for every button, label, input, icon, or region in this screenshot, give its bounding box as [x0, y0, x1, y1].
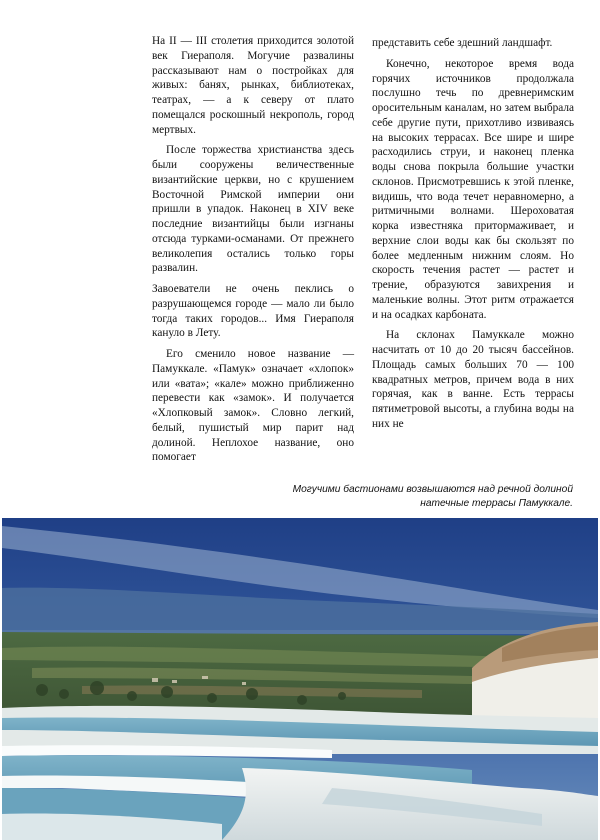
paragraph: На II — III столетия приходится золотой век Гиераполя. Могучие развалины рассказывают нам о постройках для живых: банях, рынках, библиотеках, театрах, — а к северу от плато помещался роскошный некрополь, город мертвых.	[152, 35, 354, 136]
paragraph: После торжества христианства здесь были сооружены величественные византийские церкви, но с крушением Восточной Римской империи они пришли в упадок. Наконец в XIV веке последние византийцы были изгнаны отсюда турками-османами. От прежнего великолепия остались только горы развалин.	[152, 144, 354, 275]
text-column-right	[372, 36, 574, 438]
paragraph: Конечно, некоторое время вода горячих источников продолжала послушно течь по древнеримским оросительным каналам, но затем выбрала себе другие пути, прихотливо извиваясь на высоких террасах. Все шире и шире расходились струи, и наконец пленка воды снова покрыла большие участки склонов. Присмотревшись к этой пленке, видишь, что вода течет неравномерно, а ритмичными волнами. Шероховатая корка известняка притормаживает, и верхние слои воды как бы скользят по более медленным нижним слоям. Но скорость течения растет — растет и трение, образуются завихрения и маленькие волны. Этот ритм отражается и на осадках карбоната.	[372, 57, 574, 321]
text-column-left	[152, 34, 354, 471]
photo-illustration	[2, 518, 598, 840]
caption-line: натечные террасы Памуккале.	[420, 497, 573, 509]
paragraph: Его сменило новое название — Памуккале. «Памук» означает «хлопок» или «вата»; «кале» можно приближенно перевести как «замок». И получается «Хлопковый замок». Словно легкий, белый, пушистый мир парит над долиной. Неплохое название, оно помогает	[152, 348, 354, 464]
caption-line: Могучими бастионами возвышаются над речной долиной	[292, 484, 573, 495]
paragraph: На склонах Памуккале можно насчитать от 10 до 20 тысяч бассейнов. Площадь самых больших 70 — 100 квадратных метров, причем вода в них горячая, как в ванне. Есть террасы пятиметровой высоты, а глубина воды на них не	[372, 329, 574, 430]
paragraph: Завоеватели не очень пеклись о разрушающемся городе — мало ли было тогда таких городов... Имя Гиераполя кануло в Лету.	[152, 283, 354, 340]
paragraph: представить себе здешний ландшафт.	[372, 37, 553, 49]
photo-caption	[243, 483, 573, 510]
landscape-photo	[2, 518, 598, 840]
